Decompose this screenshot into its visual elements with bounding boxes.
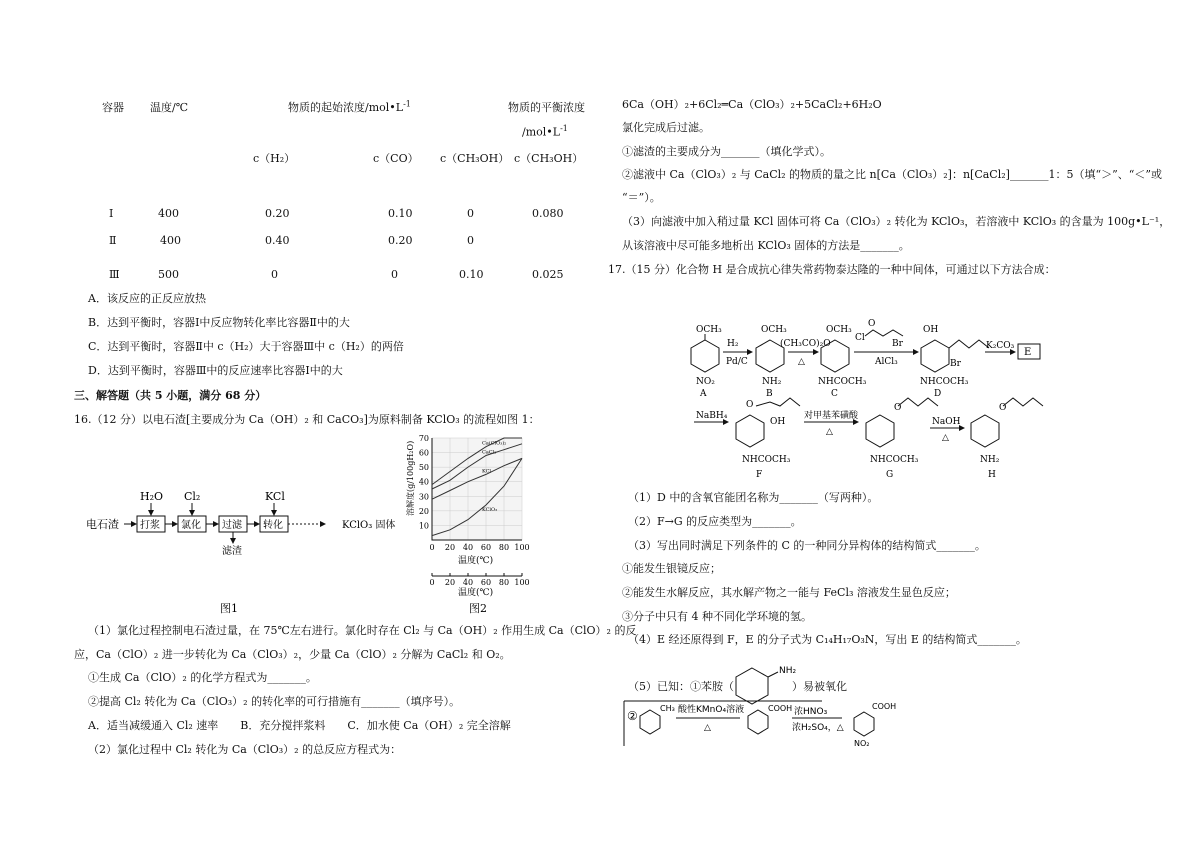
- no2: NO₂: [854, 739, 870, 748]
- table-cell: 0: [467, 207, 474, 220]
- svg-text:O: O: [868, 319, 876, 329]
- x2-tick-label: 80: [498, 578, 510, 587]
- table-cell: 0.20: [265, 207, 290, 220]
- svg-text:E: E: [1024, 347, 1032, 358]
- figure-2-label: 图2: [469, 602, 487, 615]
- svg-text:OH: OH: [770, 417, 786, 427]
- y-tick-label: 70: [418, 434, 429, 443]
- svg-text:K₂CO₃: K₂CO₃: [986, 341, 1015, 351]
- table-cell: 500: [158, 268, 179, 281]
- svg-text:OCH₃: OCH₃: [761, 325, 787, 335]
- q17-cond-3: ③分子中只有 4 种不同化学环境的氢。: [622, 610, 812, 623]
- cooh: COOH: [768, 704, 793, 713]
- svg-text:OCH₃: OCH₃: [826, 325, 852, 335]
- y-tick-label: 40: [418, 477, 429, 487]
- table-cell: 0: [467, 234, 474, 247]
- compound-g: [866, 398, 938, 480]
- table-subheader: c（CH₃OH）: [514, 152, 584, 165]
- right-l2: ①滤渣的主要成分为_______（填化学式）。: [622, 145, 831, 158]
- table-subheader: c（CO）: [373, 152, 419, 165]
- flow-reagent: H₂O: [140, 490, 164, 503]
- flow-step: 打浆: [140, 520, 160, 531]
- table-cell: 400: [158, 207, 179, 220]
- svg-text:Cl: Cl: [855, 333, 865, 343]
- svg-text:O: O: [746, 400, 754, 410]
- q16-p5: A．适当减缓通入 Cl₂ 速率 B．充分搅拌浆料 C．加水使 Ca（OH）₂ 完全溶解: [88, 719, 511, 732]
- table-header-container: 容器: [102, 101, 124, 114]
- right-l5: （3）向滤液中加入稍过量 KCl 固体可将 Ca（ClO₃）₂ 转化为 KClO₃，若溶液中 KClO₃ 的含量为 100g•L⁻¹，: [622, 215, 1171, 228]
- q16-intro: 16.（12 分）以电石渣[主要成分为 Ca（OH）₂ 和 CaCO₃]为原料制备 KClO₃ 的流程如图 1：: [74, 413, 540, 426]
- svg-text:B: B: [766, 389, 773, 399]
- svg-text:O: O: [999, 403, 1007, 413]
- right-l6: 从该溶液中尽可能多地析出 KClO₃ 固体的方法是_______。: [622, 239, 910, 252]
- option-c: C．达到平衡时，容器Ⅱ中 c（H₂）大于容器Ⅲ中 c（H₂）的两倍: [88, 340, 404, 353]
- table-cell: 0.10: [459, 268, 484, 281]
- flow-end: KClO₃ 固体: [342, 520, 396, 531]
- q17-cond-1: ①能发生银镜反应；: [622, 562, 721, 575]
- compound-d: [920, 325, 989, 399]
- table-cell: Ⅲ: [109, 268, 120, 281]
- svg-text:NaBH₄: NaBH₄: [696, 411, 728, 421]
- chart-ylabel: 溶解度(g/100gH₂O): [406, 440, 415, 516]
- table-cell: 0.20: [388, 234, 413, 247]
- q16-p2: 应，Ca（ClO）₂ 进一步转化为 Ca（ClO₃）₂，少量 Ca（ClO）₂ 分解为 CaCl₂ 和 O₂。: [74, 648, 511, 661]
- svg-text:△: △: [826, 427, 833, 437]
- svg-text:F: F: [756, 470, 763, 480]
- q17-2: （2）F→G 的反应类型为_______。: [628, 515, 802, 528]
- svg-text:A: A: [700, 389, 707, 399]
- svg-text:C: C: [831, 389, 838, 399]
- svg-text:△: △: [798, 357, 805, 367]
- table-subheader: c（CH₃OH）: [440, 152, 510, 165]
- x2-tick-label: 100: [514, 578, 530, 587]
- x-tick-label: 40: [462, 543, 474, 552]
- table-header-eq-1: 物质的平衡浓度: [508, 101, 585, 114]
- x-tick-label: 60: [480, 543, 492, 552]
- q16-p3: ①生成 Ca（ClO）₂ 的化学方程式为_______。: [88, 671, 317, 684]
- svg-text:对甲基苯磺酸: 对甲基苯磺酸: [804, 411, 859, 421]
- table-subheader: c（H₂）: [253, 152, 296, 165]
- option-d: D．达到平衡时，容器Ⅲ中的反应速率比容器Ⅰ中的大: [88, 364, 343, 377]
- reaction-2: [622, 700, 922, 748]
- table-cell: 400: [160, 234, 181, 247]
- svg-text:Br: Br: [892, 339, 903, 349]
- svg-text:NH₂: NH₂: [980, 455, 1000, 465]
- table-header-temperature: 温度/℃: [150, 101, 189, 114]
- x2-tick-label: 60: [480, 578, 492, 587]
- svg-text:G: G: [886, 470, 894, 480]
- chart-xlabel: 温度(℃): [458, 556, 494, 566]
- chart-plot-bg: [432, 438, 522, 540]
- right-eq: 6Ca（OH）₂+6Cl₂═Ca（ClO₃）₂+5CaCl₂+6H₂O: [622, 98, 882, 111]
- aniline-nh2: NH₂: [779, 666, 797, 676]
- y-tick-label: 20: [418, 506, 429, 516]
- synthesis-scheme: [630, 310, 1100, 490]
- reaction-reagent-1: 酸性KMnO₄溶液: [678, 705, 745, 715]
- reaction-reagent-2b: 浓H₂SO₄，△: [792, 723, 844, 733]
- svg-text:△: △: [704, 723, 711, 733]
- ch3: CH₃: [660, 704, 675, 713]
- y-tick-label: 30: [418, 492, 429, 502]
- compound-b: [756, 325, 787, 399]
- table-cell: 0: [271, 268, 278, 281]
- table-cell: Ⅰ: [109, 207, 114, 220]
- figure-1-label: 图1: [220, 602, 238, 615]
- q17-cond-2: ②能发生水解反应，其水解产物之一能与 FeCl₃ 溶液发生显色反应；: [622, 586, 956, 599]
- y-tick-label: 60: [418, 448, 429, 458]
- svg-text:NO₂: NO₂: [696, 377, 715, 387]
- svg-text:H₂: H₂: [727, 339, 739, 349]
- series-label: Ca(ClO₃)₂: [482, 440, 507, 447]
- svg-text:NHCOCH₃: NHCOCH₃: [742, 455, 791, 465]
- cooh-2: COOH: [872, 702, 897, 711]
- x-tick-label: 0: [429, 543, 435, 552]
- y-tick-label: 50: [418, 463, 429, 473]
- table-cell: 0.10: [388, 207, 413, 220]
- compound-f: [736, 398, 800, 480]
- svg-text:NHCOCH₃: NHCOCH₃: [920, 377, 969, 387]
- option-b: B．达到平衡时，容器Ⅰ中反应物转化率比容器Ⅱ中的大: [88, 316, 350, 329]
- svg-text:O: O: [894, 403, 902, 413]
- svg-text:NHCOCH₃: NHCOCH₃: [818, 377, 867, 387]
- flow-step: 转化: [263, 520, 283, 531]
- q17-5a: （5）已知：①苯胺（: [628, 680, 734, 693]
- x2-tick-label: 40: [462, 578, 474, 587]
- flow-reagent: KCl: [265, 490, 285, 503]
- flow-step: 过滤: [222, 520, 242, 531]
- q16-p6: （2）氯化过程中 Cl₂ 转化为 Ca（ClO₃）₂ 的总反应方程式为：: [88, 743, 402, 756]
- reaction-num: ②: [627, 709, 638, 723]
- reaction-reagent-2a: 浓HNO₃: [794, 707, 828, 717]
- table-cell: 0.080: [532, 207, 564, 220]
- table-cell: Ⅱ: [109, 234, 117, 247]
- flow-start: 电石渣: [86, 518, 119, 531]
- compound-h: [971, 398, 1043, 480]
- series-label: KClO₃: [482, 507, 498, 514]
- flow-step: 氯化: [181, 520, 201, 531]
- svg-text:(CH₃CO)₂O: (CH₃CO)₂O: [780, 339, 831, 349]
- svg-text:H: H: [988, 470, 996, 480]
- option-a: A．该反应的正反应放热: [88, 292, 206, 305]
- q16-p1: （1）氯化过程控制电石渣过量，在 75℃左右进行。氯化时存在 Cl₂ 与 Ca（OH）₂ 作用生成 Ca（ClO）₂ 的反: [88, 624, 637, 637]
- q17-4: （4）E 经还原得到 F，E 的分子式为 C₁₄H₁₇O₃N，写出 E 的结构简式_______。: [628, 633, 1027, 646]
- svg-text:OCH₃: OCH₃: [696, 325, 722, 335]
- table-header-initial: 物质的起始浓度$/mol•L^{-1}$: [288, 99, 411, 114]
- table-cell: 0: [391, 268, 398, 281]
- right-l3: ②滤液中 Ca（ClO₃）₂ 与 CaCl₂ 的物质的量之比 n[Ca（ClO₃）₂]：n[CaCl₂]_______1：5（填“＞”、“＜”或: [622, 168, 1162, 181]
- q17-5b: ）易被氧化: [792, 680, 847, 693]
- flow-byproduct: 滤渣: [222, 546, 242, 557]
- series-label: KCl: [482, 468, 492, 475]
- flow-reagent: Cl₂: [184, 490, 201, 503]
- x-tick-label: 100: [514, 543, 530, 552]
- section-title: 三、解答题（共 5 小题，满分 68 分）: [74, 389, 267, 402]
- x2-tick-label: 20: [444, 578, 456, 587]
- svg-text:NH₂: NH₂: [762, 377, 782, 387]
- svg-text:OH: OH: [923, 325, 939, 335]
- solubility-chart: [402, 432, 532, 617]
- q17-1: （1）D 中的含氧官能团名称为_______（写两种）。: [628, 491, 879, 504]
- right-l4: “＝”）。: [622, 191, 661, 204]
- svg-text:NHCOCH₃: NHCOCH₃: [870, 455, 919, 465]
- table-cell: 0.025: [532, 268, 564, 281]
- y-tick-label: 10: [418, 521, 429, 531]
- svg-text:Pd/C: Pd/C: [726, 357, 748, 367]
- svg-text:AlCl₃: AlCl₃: [875, 357, 898, 367]
- table-cell: 0.40: [265, 234, 290, 247]
- q16-p4: ②提高 Cl₂ 转化为 Ca（ClO₃）₂ 的转化率的可行措施有_______（填序号）。: [88, 695, 461, 708]
- svg-text:Br: Br: [950, 359, 961, 369]
- compound-a: [691, 325, 722, 399]
- x2-tick-label: 0: [429, 578, 435, 587]
- x-tick-label: 80: [498, 543, 510, 552]
- right-l1: 氯化完成后过滤。: [622, 121, 710, 134]
- flow-diagram: [80, 486, 420, 616]
- x-tick-label: 20: [444, 543, 456, 552]
- table-header-eq-2: $/mol•L^{-1}$: [522, 124, 568, 139]
- series-label: CaCl₂: [482, 449, 497, 456]
- q17-3: （3）写出同时满足下列条件的 C 的一种同分异构体的结构简式_______。: [628, 539, 986, 552]
- svg-text:D: D: [934, 389, 942, 399]
- q17-intro: 17.（15 分）化合物 H 是合成抗心律失常药物泰达隆的一种中间体，可通过以下方法合成：: [608, 263, 1056, 276]
- svg-text:△: △: [942, 433, 949, 443]
- chart-second-axis-label: 温度(℃): [458, 588, 494, 598]
- svg-text:NaOH: NaOH: [932, 417, 961, 427]
